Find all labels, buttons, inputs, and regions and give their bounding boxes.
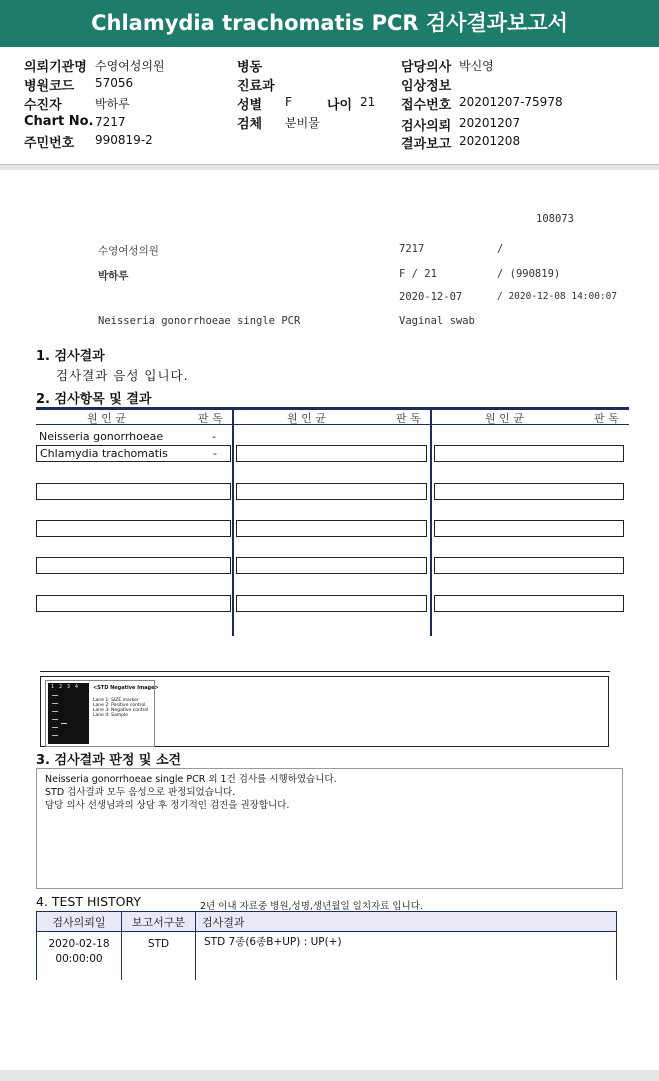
- info-date: 2020-12-07: [399, 291, 463, 303]
- info-chart: 7217: [399, 243, 425, 255]
- result-name-ct: Chlamydia trachomatis: [40, 447, 168, 460]
- result-cell-empty: [36, 520, 231, 537]
- col-header-pathogen: 원 인 균: [87, 412, 126, 425]
- result-cell: [36, 445, 231, 462]
- info-slash: /: [497, 243, 504, 255]
- history-date: 2020-02-18: [48, 938, 110, 950]
- gel-lane1: Lane 1: SIZE marker: [93, 698, 139, 703]
- result-value-ct: -: [213, 447, 217, 460]
- result-cell-empty: [434, 595, 624, 612]
- header-value-receipt-number: 20201207-75978: [459, 95, 563, 109]
- col-header-judgement: 판 독: [594, 412, 619, 425]
- history-header-type: 보고서구분: [131, 916, 186, 929]
- header-label-sex: 성별: [237, 98, 263, 113]
- header-value-client: 수영여성의원: [95, 59, 165, 73]
- header-label-id-number: 주민번호: [24, 136, 75, 151]
- opinion-box: [36, 768, 623, 889]
- result-cell-empty: [434, 520, 624, 537]
- opinion-line-3: 담당 의사 선생님과의 상담 후 정기적인 검진을 권장합니다.: [45, 800, 290, 811]
- results-grid-divider: [232, 408, 234, 636]
- result-cell-empty: [434, 483, 624, 500]
- history-header-result: 검사결과: [202, 916, 245, 929]
- history-table: [36, 911, 617, 980]
- section3-heading: 3. 검사결과 판정 및 소견: [36, 753, 182, 768]
- result-cell-empty: [236, 595, 427, 612]
- info-specimen: Vaginal swab: [399, 315, 475, 327]
- history-header-date: 검사의뢰일: [52, 916, 106, 929]
- header-label-receipt-number: 접수번호: [401, 98, 452, 113]
- history-note: 2년 이내 자료중 병원,성명,생년월일 일치자료 입니다.: [200, 901, 423, 912]
- gel-photo: [48, 683, 89, 744]
- gel-band: [61, 723, 67, 724]
- gel-lane-numbers: 1 2 3 4: [51, 684, 79, 690]
- header-value-specimen: 분비물: [285, 116, 320, 130]
- result-cell-empty: [236, 445, 427, 462]
- history-col-divider: [195, 912, 196, 980]
- header-value-id-number: 990819-2: [95, 133, 153, 147]
- history-time: 00:00:00: [55, 953, 103, 965]
- gel-title: <STD Negative Image>: [93, 685, 159, 691]
- col-header-judgement: 판 독: [198, 412, 223, 425]
- header-label-hospital-code: 병원코드: [24, 79, 75, 94]
- header-label-specimen: 검체: [237, 117, 263, 132]
- info-hospital: 수영여성의원: [98, 245, 159, 257]
- result-cell-empty: [434, 445, 624, 462]
- header-label-chart: Chart No.: [24, 114, 94, 129]
- header-value-chart: 7217: [95, 115, 126, 129]
- col-header-pathogen: 원 인 균: [485, 412, 524, 425]
- section4-heading: 4. TEST HISTORY: [36, 894, 141, 909]
- gel-band: [52, 735, 58, 736]
- opinion-line-2: STD 검사결과 모두 음성으로 판정되었습니다.: [45, 787, 236, 798]
- result-cell-empty: [36, 595, 231, 612]
- results-grid-divider: [430, 408, 432, 636]
- header-value-age: 21: [360, 95, 376, 109]
- section2-heading: 2. 검사항목 및 결과: [36, 392, 152, 407]
- info-patient: 박하루: [98, 270, 129, 282]
- info-test: Neisseria gonorrhoeae single PCR: [98, 315, 301, 327]
- gel-band: [52, 719, 58, 720]
- info-code: 108073: [536, 213, 574, 225]
- header-label-clinical-info: 임상정보: [401, 79, 452, 94]
- info-datetime: / 2020-12-08 14:00:07: [497, 291, 618, 302]
- header-value-request-date: 20201207: [459, 116, 521, 130]
- header-value-patient: 박하루: [95, 97, 130, 111]
- result-cell-empty: [36, 483, 231, 500]
- col-header-judgement: 판 독: [396, 412, 421, 425]
- header-label-department: 진료과: [237, 79, 275, 94]
- header-label-ward: 병동: [237, 60, 263, 75]
- col-header-pathogen: 원 인 균: [287, 412, 326, 425]
- header-label-report-date: 결과보고: [401, 137, 452, 152]
- history-type: STD: [147, 938, 170, 950]
- gel-band: [52, 727, 58, 728]
- page-bottom-band: [0, 1070, 659, 1081]
- result-cell-empty: [236, 520, 427, 537]
- result-cell-empty: [236, 483, 427, 500]
- gel-band: [52, 703, 58, 704]
- header-label-client: 의뢰기관명: [24, 60, 87, 75]
- report-title: Chlamydia trachomatis PCR 검사결과보고서: [0, 0, 659, 47]
- result-cell-empty: [236, 557, 427, 574]
- gel-top-line: [40, 671, 610, 672]
- gel-band: [52, 695, 58, 696]
- info-birth: / (990819): [497, 268, 561, 280]
- history-result: STD 7종(6종B+UP) : UP(+): [204, 936, 342, 948]
- gel-lane3: Lane 3: Negative control: [93, 708, 149, 713]
- header-label-age: 나이: [327, 98, 353, 113]
- header-label-request-date: 검사의뢰: [401, 119, 452, 134]
- gel-band: [52, 711, 58, 712]
- section1-text: 검사결과 음성 입니다.: [56, 368, 189, 383]
- info-sex-age: F / 21: [399, 268, 437, 280]
- opinion-line-1: Neisseria gonorrhoeae single PCR 외 1건 검사를 시행하였습니다.: [45, 774, 337, 785]
- header-value-hospital-code: 57056: [95, 76, 134, 90]
- header-divider: [0, 164, 659, 170]
- gel-lane2: Lane 2: Positive control: [93, 703, 146, 708]
- gel-image: [45, 680, 159, 747]
- header-value-sex: F: [285, 95, 292, 109]
- result-cell-empty: [434, 557, 624, 574]
- section1-heading: 1. 검사결과: [36, 349, 105, 364]
- header-label-patient: 수진자: [24, 98, 62, 113]
- header-value-report-date: 20201208: [459, 134, 521, 148]
- gel-lane4: Lane 4: Sample: [93, 713, 128, 718]
- header-value-doctor: 박신영: [459, 59, 494, 73]
- result-name-ng: Neisseria gonorrhoeae: [39, 430, 164, 443]
- header-label-doctor: 담당의사: [401, 60, 452, 75]
- result-cell-empty: [36, 557, 231, 574]
- result-value-ng: -: [212, 430, 216, 443]
